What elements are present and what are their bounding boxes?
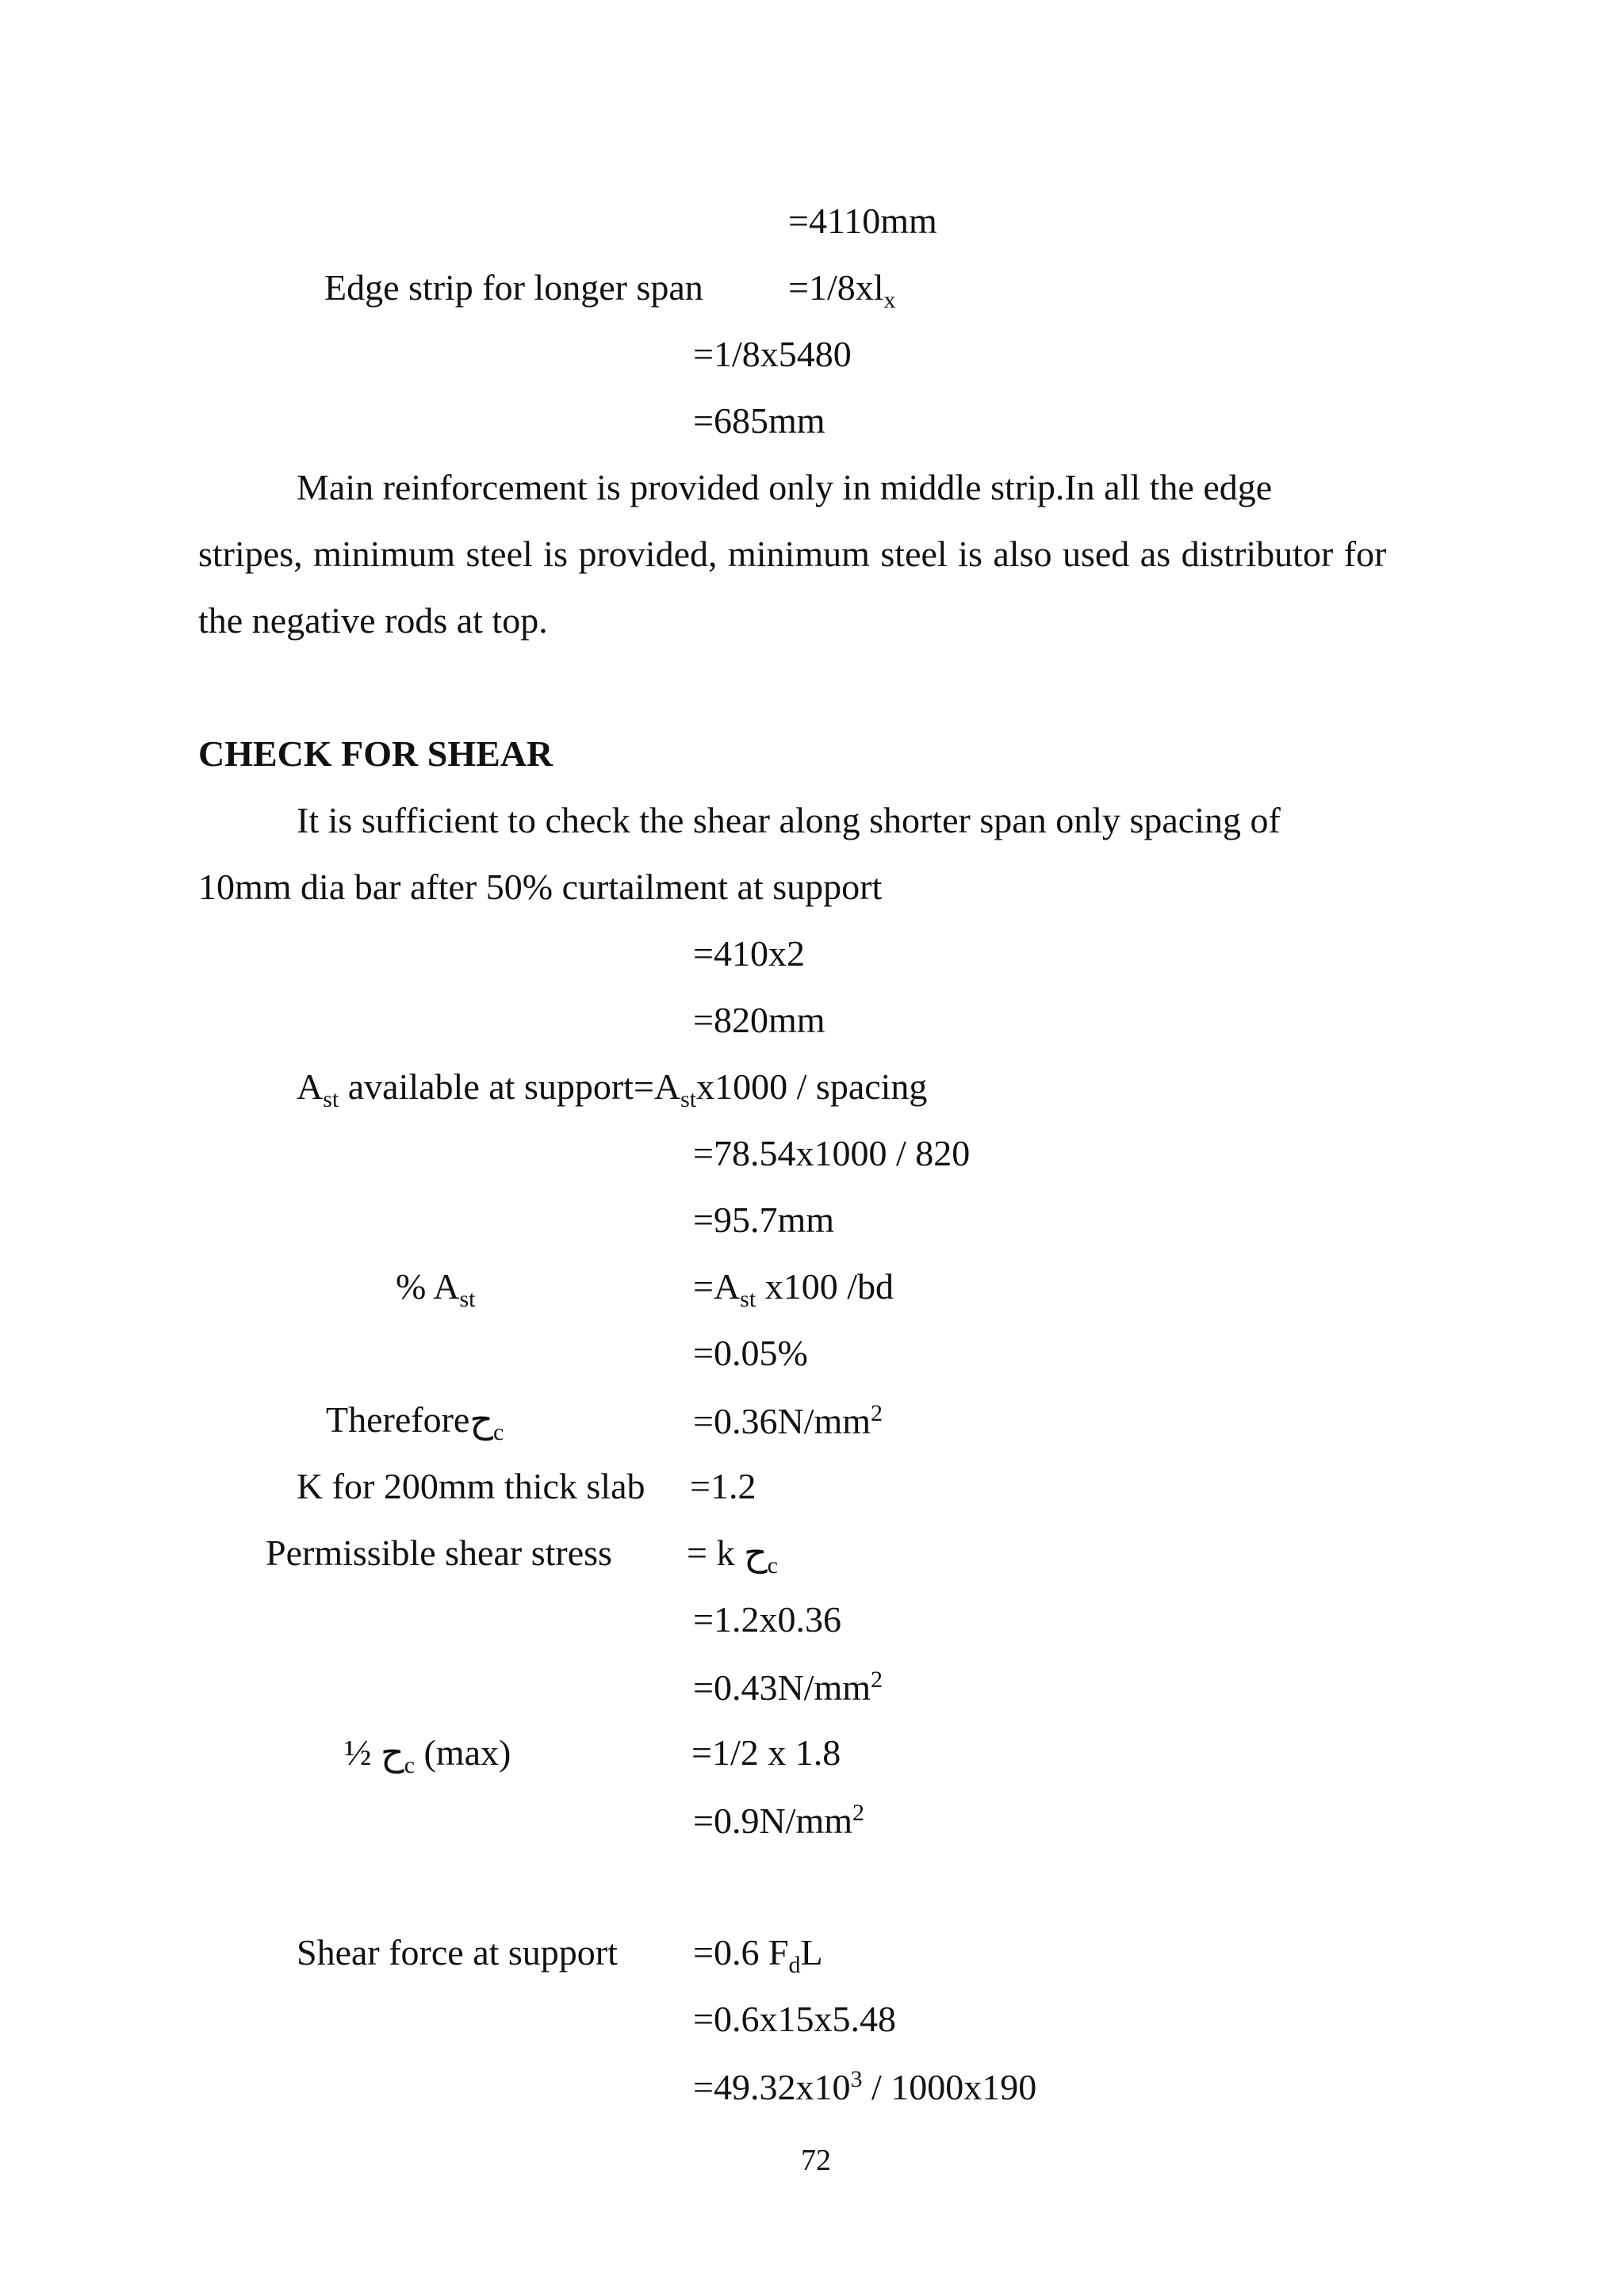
edge-strip-value	[788, 267, 896, 313]
text: x1000 / spacing	[696, 1066, 928, 1107]
line-value: =4110mm	[788, 201, 937, 241]
paragraph-line: the negative rods at top.	[198, 600, 548, 641]
subscript: x	[883, 287, 896, 313]
text: (max)	[415, 1732, 511, 1773]
subscript: c	[404, 1752, 416, 1778]
shear-force-label: Shear force at support	[297, 1932, 618, 1973]
text: =0.6 F	[693, 1932, 789, 1973]
text: available at support=A	[339, 1066, 681, 1107]
line-value: =0.05%	[693, 1333, 808, 1373]
percent-ast-label	[396, 1266, 476, 1312]
superscript: 2	[871, 1667, 883, 1693]
therefore-label	[326, 1399, 504, 1445]
ast-available-line	[297, 1066, 928, 1112]
paragraph-line: 10mm dia bar after 50% curtailment at support	[198, 867, 883, 907]
subscript: c	[493, 1419, 504, 1445]
shear-force-value	[693, 1934, 823, 1977]
subscript: st	[323, 1086, 339, 1112]
line-value: =1.2x0.36	[693, 1599, 841, 1640]
text: x100 /bd	[756, 1266, 894, 1307]
line-value: =1/8x5480	[693, 334, 852, 374]
line-value: =685mm	[693, 400, 825, 441]
line-value	[693, 2068, 1036, 2106]
text: A	[297, 1066, 324, 1107]
page-number: 72	[801, 2144, 831, 2177]
line-value: =820mm	[693, 1000, 825, 1040]
superscript: 2	[852, 1800, 865, 1826]
permissible-shear-value	[687, 1535, 778, 1578]
k-factor-label: K for 200mm thick slab	[297, 1466, 645, 1506]
line-value	[693, 1801, 864, 1839]
half-tau-label	[344, 1732, 511, 1778]
edge-strip-label: Edge strip for longer span	[324, 267, 703, 308]
superscript: 3	[850, 2066, 863, 2092]
text: = k ح	[687, 1533, 768, 1573]
therefore-value	[693, 1402, 883, 1440]
subscript: c	[767, 1552, 778, 1578]
line-value	[693, 1668, 883, 1706]
line-value: =95.7mm	[693, 1200, 835, 1240]
subscript: d	[788, 1952, 801, 1978]
edge-strip-value-text: =1/8xl	[788, 267, 884, 308]
paragraph-line: It is sufficient to check the shear along shorter span only spacing of	[297, 800, 1281, 840]
text: =0.9N/mm	[693, 1800, 853, 1841]
text: =0.43N/mm	[693, 1667, 871, 1708]
text: =0.36N/mm	[693, 1401, 871, 1441]
percent-ast-value	[693, 1266, 894, 1312]
subscript: st	[459, 1286, 476, 1312]
paragraph-line: stripes, minimum steel is provided, minimum steel is also used as distributor for	[198, 534, 1387, 574]
text: % A	[396, 1266, 460, 1307]
line-value: =410x2	[693, 933, 805, 974]
paragraph-line: Main reinforcement is provided only in middle strip.In all the edge	[297, 467, 1273, 507]
section-heading: CHECK FOR SHEAR	[198, 733, 553, 774]
subscript: st	[680, 1086, 697, 1112]
line-value: =0.6x15x5.48	[693, 1999, 896, 2039]
text: Thereforeح	[326, 1399, 494, 1440]
permissible-shear-label: Permissible shear stress	[266, 1533, 612, 1573]
text: ½ ح	[344, 1732, 404, 1773]
text: / 1000x190	[862, 2067, 1037, 2107]
text: =49.32x10	[693, 2067, 851, 2107]
subscript: st	[740, 1286, 756, 1312]
text: =A	[693, 1266, 741, 1307]
superscript: 2	[871, 1400, 883, 1426]
k-factor-value: =1.2	[690, 1466, 756, 1506]
text: L	[800, 1932, 823, 1973]
line-value: =78.54x1000 / 820	[693, 1133, 971, 1173]
half-tau-value: =1/2 x 1.8	[691, 1732, 841, 1773]
